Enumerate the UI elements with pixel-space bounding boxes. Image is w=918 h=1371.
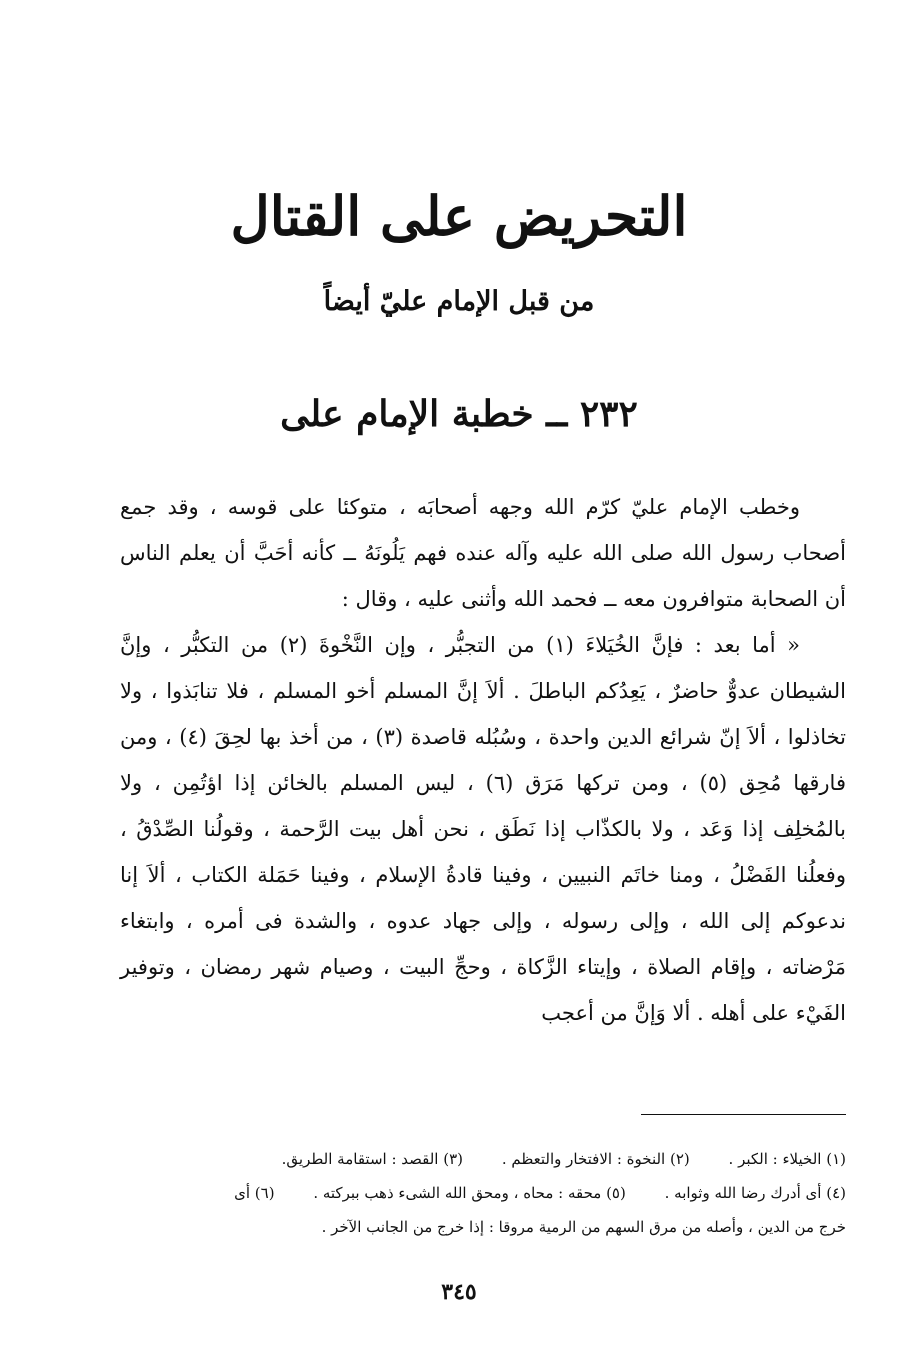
footnote-5: (٥) محقه : محاه ، ومحق الله الشىء ذهب ببركته . [313, 1184, 626, 1202]
page-title: التحريض على القتال [230, 184, 688, 248]
footnote-1: (١) الخيلاء : الكبر . [728, 1150, 846, 1168]
body-text [120, 484, 846, 1036]
footnote-4: (٤) أى أدرك رضا الله وثوابه . [664, 1184, 846, 1202]
paragraph-sermon: « أما بعد : فإنَّ الخُيَلاءَ (١) من التجبُّر ، وإن النَّخْوةَ (٢) من التكبُّر ، وإنَّ الشيطان عدوٌّ حاضرٌ ، يَعِدُكم الباطلَ . ألاَ إنَّ المسلم أخو المسلم ، فلا تنابَذوا ، ولا تخاذلوا ، ألاَ إنّ شرائع الدين واحدة ، وسُبُله قاصدة (٣) ، من أخذ بها لحِقَ (٤) ، ومن فارقها مُحِق (٥) ، ومن تركها مَرَق (٦) ، ليس المسلم بالخائن إذا اؤتُمِن ، ولا بالمُخلِف إذا وَعَد ، ولا بالكذّاب إذا نَطَق ، نحن أهل بيت الرَّحمة ، وقولُنا الصِّدْقُ ، وفعلُنا الفَضْلُ ، ومنا خاتَم النبيين ، وفينا قادةُ الإسلام ، وفينا حَمَلة الكتاب ، ألاَ إنا ندعوكم إلى الله ، وإلى رسوله ، وإلى جهاد عدوه ، والشدة فى أمره ، وابتغاء مَرْضاته ، وإقام الصلاة ، وإيتاء الزَّكاة ، وحجِّ البيت ، وصيام شهر رمضان ، وتوفير الفَيْء على أهله . ألا وَإنَّ من أعجب [120, 633, 846, 1025]
footnote-line-1 [116, 1142, 846, 1176]
footnote-divider [641, 1114, 846, 1115]
footnote-6: (٦) أى [234, 1184, 275, 1202]
page-number: ٣٤٥ [441, 1279, 477, 1305]
footnotes [116, 1142, 846, 1244]
footnote-3: (٣) القصد : استقامة الطريق. [281, 1150, 464, 1168]
footnote-line-2 [116, 1176, 846, 1210]
section-heading: ٢٣٢ ــ خطبة الإمام على [280, 393, 638, 435]
page-subtitle: من قبل الإمام عليّ أيضاً [323, 286, 595, 317]
footnote-2: (٢) النخوة : الافتخار والتعظم . [501, 1150, 690, 1168]
paragraph-intro: وخطب الإمام عليّ كرّم الله وجهه أصحابَه ، متوكئا على قوسه ، وقد جمع أصحاب رسول الله صلى الله عليه وآله عنده فهم يَلُونَهُ ــ كأنه أحَبَّ أن يعلم الناس أن الصحابة متوافرون معه ــ فحمد الله وأثنى عليه ، وقال : [120, 495, 846, 611]
footnote-line-3: خرج من الدين ، وأصله من مرق السهم من الرمية مروقا : إذا خرج من الجانب الآخر . [321, 1218, 846, 1236]
